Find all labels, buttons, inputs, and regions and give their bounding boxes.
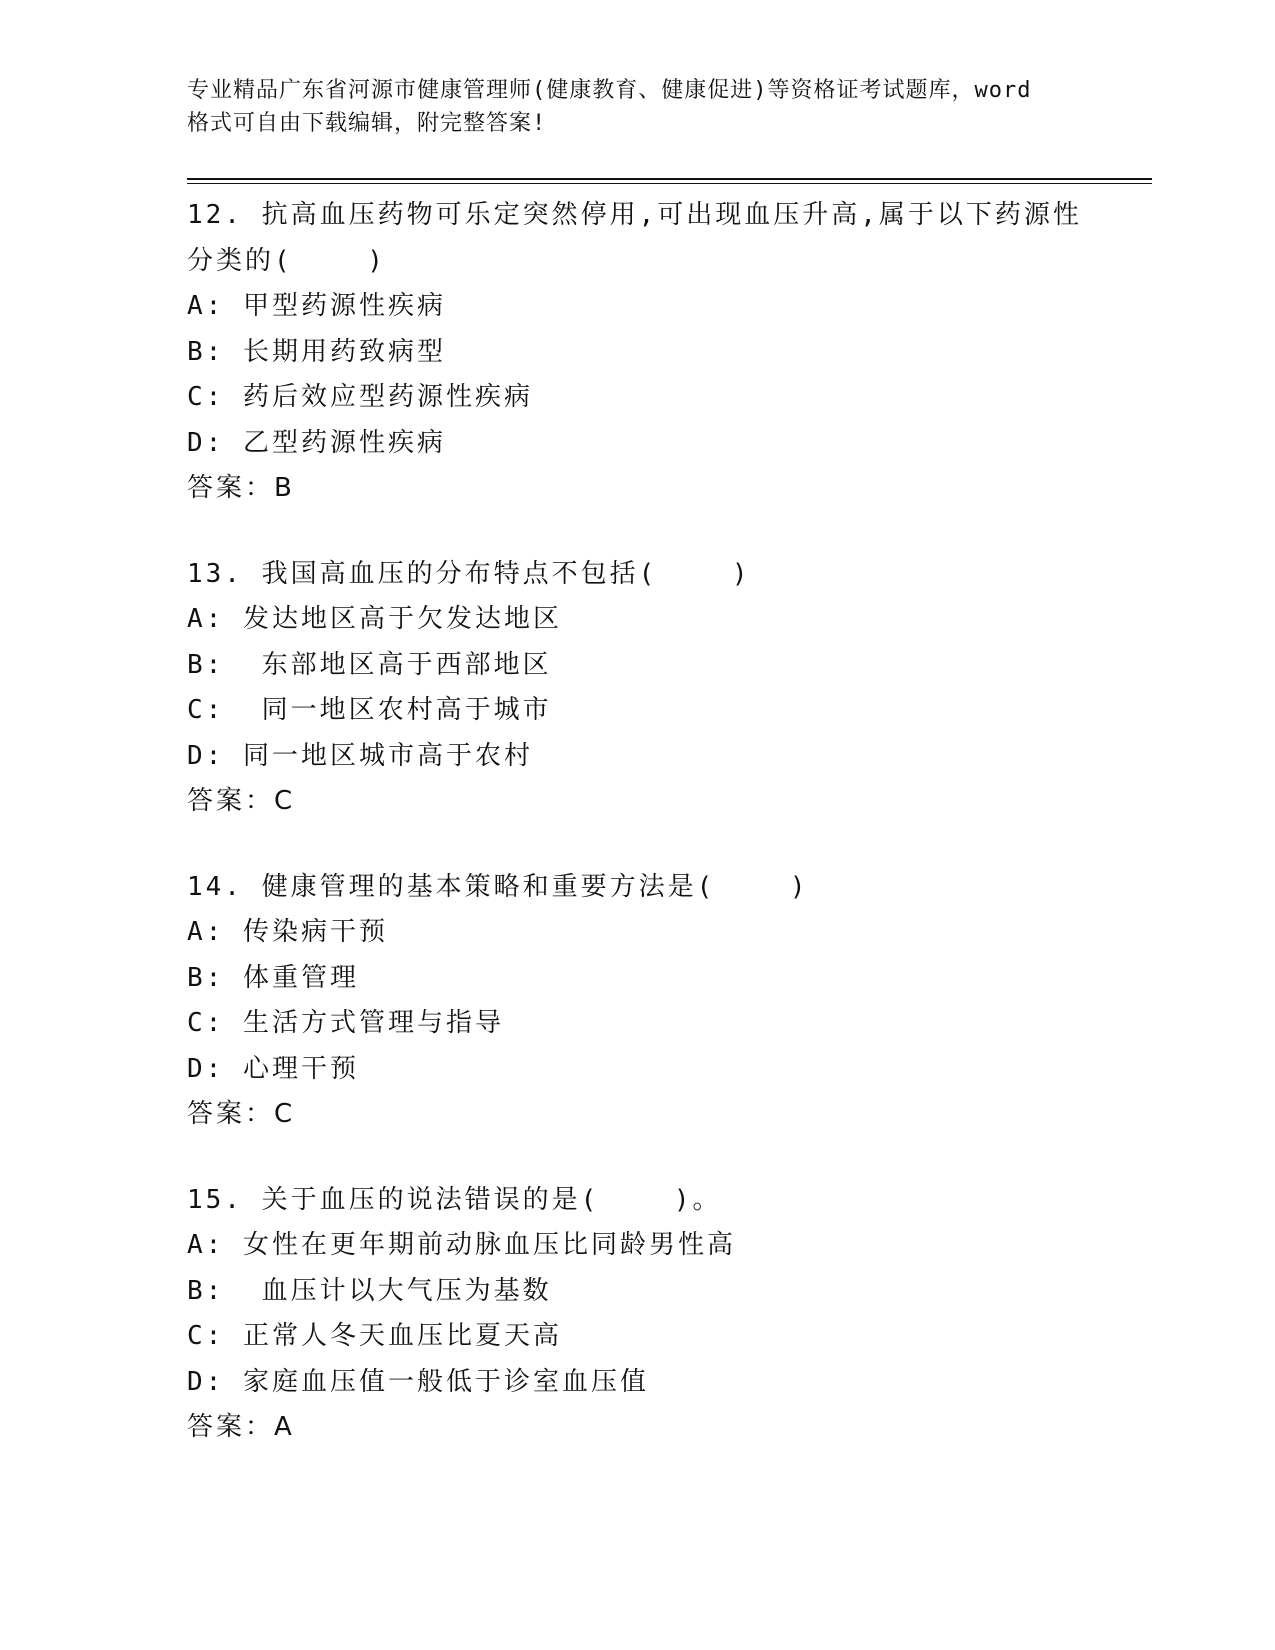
header-line-2: 格式可自由下载编辑，附完整答案! (187, 111, 547, 136)
answer (187, 779, 1127, 825)
answer-label: 答案： (187, 1412, 275, 1442)
question-stem-line1: 13. 我国高血压的分布特点不包括( ) (187, 558, 751, 589)
option-b: B: 东部地区高于西部地区 (187, 649, 552, 680)
option-a: A: 甲型药源性疾病 (187, 291, 446, 321)
answer (187, 1092, 1127, 1138)
answer-label: 答案： (187, 1099, 275, 1129)
question-list (187, 193, 1127, 1491)
question-stem-line1: 15. 关于血压的说法错误的是( )。 (187, 1184, 722, 1215)
document-header (187, 74, 1087, 140)
question-15 (187, 1178, 1127, 1451)
answer-value: C (274, 1099, 293, 1129)
option-c: C: 生活方式管理与指导 (187, 1008, 504, 1038)
option-d: D: 同一地区城市高于农村 (187, 740, 533, 771)
question-stem-line1: 12. 抗高血压药物可乐定突然停用,可出现血压升高,属于以下药源性 (187, 200, 1082, 230)
answer-value: C (274, 786, 293, 816)
answer-label: 答案： (187, 786, 275, 816)
option-b: B: 血压计以大气压为基数 (187, 1275, 552, 1306)
option-d: D: 乙型药源性疾病 (187, 427, 446, 458)
option-c: C: 同一地区农村高于城市 (187, 695, 552, 725)
answer-value: B (274, 473, 292, 503)
answer (187, 466, 1127, 512)
header-divider-thin (187, 183, 1152, 184)
question-12 (187, 193, 1127, 512)
option-b: B: 长期用药致病型 (187, 336, 446, 367)
question-14 (187, 865, 1127, 1138)
answer-label: 答案： (187, 473, 275, 503)
question-13 (187, 552, 1127, 825)
option-a: A: 女性在更年期前动脉血压比同龄男性高 (187, 1230, 736, 1260)
header-divider-thick (187, 178, 1152, 180)
option-c: C: 正常人冬天血压比夏天高 (187, 1321, 562, 1351)
question-stem-line2: 分类的( ) (187, 245, 386, 276)
option-d: D: 心理干预 (187, 1053, 359, 1084)
option-b: B: 体重管理 (187, 962, 359, 993)
answer (187, 1405, 1127, 1451)
answer-value: A (274, 1412, 292, 1442)
option-a: A: 传染病干预 (187, 917, 388, 947)
question-stem-line1: 14. 健康管理的基本策略和重要方法是( ) (187, 871, 809, 902)
option-c: C: 药后效应型药源性疾病 (187, 382, 533, 412)
header-line-1: 专业精品广东省河源市健康管理师(健康教育、健康促进)等资格证考试题库，word (187, 78, 1032, 103)
option-a: A: 发达地区高于欠发达地区 (187, 604, 562, 634)
option-d: D: 家庭血压值一般低于诊室血压值 (187, 1366, 649, 1397)
